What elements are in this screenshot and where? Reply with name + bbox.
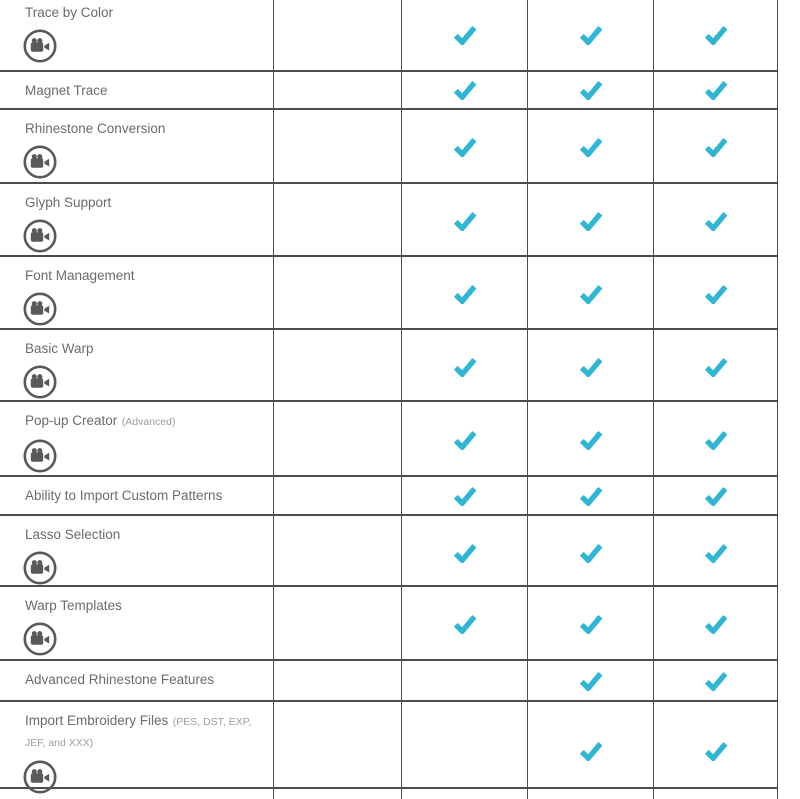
plan-cell-4	[653, 72, 778, 108]
plan-cell-1	[273, 402, 401, 478]
plan-cell-2	[401, 110, 527, 184]
plan-cell-4	[653, 402, 778, 478]
plan-cell-1	[273, 184, 401, 258]
check-icon	[579, 284, 603, 304]
check-icon	[579, 614, 603, 634]
feature-note: (PES, DST, EXP, JEF, and XXX)	[25, 716, 252, 749]
plan-cell-3	[527, 0, 653, 70]
table-row	[0, 330, 778, 402]
plan-cell-4	[653, 110, 778, 184]
plan-cell-3	[527, 789, 653, 794]
table-row	[0, 587, 778, 661]
feature-cell	[0, 0, 273, 70]
feature-label	[25, 486, 269, 505]
feature-label	[25, 596, 269, 615]
check-icon	[704, 80, 728, 100]
plan-cell-1	[273, 110, 401, 184]
table-row	[0, 0, 778, 72]
plan-cell-4	[653, 702, 778, 799]
plan-cell-1	[273, 516, 401, 590]
table-row	[0, 402, 778, 477]
feature-cell	[0, 184, 273, 258]
plan-cell-1	[273, 587, 401, 661]
check-icon	[579, 430, 603, 450]
feature-label	[25, 266, 269, 285]
feature-name: Pop-up Creator	[25, 413, 118, 428]
feature-label	[25, 193, 269, 212]
feature-name: Basic Warp	[25, 341, 94, 356]
video-camera-icon[interactable]	[23, 365, 57, 399]
check-icon	[704, 137, 728, 157]
check-icon	[704, 430, 728, 450]
plan-cell-4	[653, 257, 778, 331]
feature-label	[25, 81, 269, 100]
check-icon	[579, 741, 603, 761]
check-icon	[704, 671, 728, 691]
plan-cell-3	[527, 587, 653, 661]
plan-cell-2	[401, 516, 527, 590]
plan-cell-1	[273, 477, 401, 514]
feature-label	[25, 670, 269, 689]
plan-cell-3	[527, 330, 653, 404]
check-icon	[704, 357, 728, 377]
table-row	[0, 702, 778, 789]
feature-name: Magnet Trace	[25, 83, 108, 98]
plan-cell-2	[401, 72, 527, 108]
plan-cell-1	[273, 257, 401, 331]
table-row	[0, 72, 778, 110]
check-icon	[704, 741, 728, 761]
plan-cell-3	[527, 661, 653, 700]
plan-cell-2	[401, 184, 527, 258]
table-row	[0, 516, 778, 587]
feature-name: Ability to Import Custom Patterns	[25, 488, 223, 503]
check-icon	[579, 80, 603, 100]
check-icon	[453, 543, 477, 563]
plan-cell-4	[653, 661, 778, 700]
plan-cell-3	[527, 257, 653, 331]
plan-cell-4	[653, 0, 778, 70]
plan-cell-2	[401, 402, 527, 478]
feature-cell	[0, 402, 273, 478]
plan-cell-4	[653, 330, 778, 404]
check-icon	[704, 614, 728, 634]
plan-cell-3	[527, 184, 653, 258]
check-icon	[579, 543, 603, 563]
feature-name: Glyph Support	[25, 195, 112, 210]
feature-cell	[0, 330, 273, 404]
plan-cell-3	[527, 402, 653, 478]
check-icon	[704, 211, 728, 231]
plan-cell-1	[273, 789, 401, 794]
check-icon	[579, 357, 603, 377]
plan-cell-3	[527, 110, 653, 184]
plan-cell-3	[527, 72, 653, 108]
plan-cell-3	[527, 477, 653, 514]
table-row	[0, 184, 778, 257]
feature-note: (Advanced)	[121, 416, 176, 428]
check-icon	[579, 671, 603, 691]
check-icon	[453, 211, 477, 231]
plan-cell-1	[273, 702, 401, 799]
feature-cell	[0, 516, 273, 590]
check-icon	[579, 486, 603, 506]
video-camera-icon[interactable]	[23, 219, 57, 253]
table-row	[0, 661, 778, 702]
feature-cell	[0, 477, 273, 514]
plan-cell-1	[273, 661, 401, 700]
feature-label	[25, 711, 269, 753]
video-camera-icon[interactable]	[23, 292, 57, 326]
feature-name: Lasso Selection	[25, 527, 121, 542]
plan-cell-4	[653, 516, 778, 590]
check-icon	[453, 357, 477, 377]
feature-label	[25, 339, 269, 358]
check-icon	[453, 614, 477, 634]
plan-cell-1	[273, 330, 401, 404]
plan-cell-3	[527, 702, 653, 799]
check-icon	[453, 25, 477, 45]
plan-cell-1	[273, 72, 401, 108]
feature-name: Font Management	[25, 268, 135, 283]
feature-label	[25, 525, 269, 544]
check-icon	[579, 211, 603, 231]
feature-name: Advanced Rhinestone Features	[25, 672, 215, 687]
plan-cell-4	[653, 587, 778, 661]
feature-name: Trace by Color	[25, 5, 114, 20]
plan-cell-1	[273, 0, 401, 70]
plan-cell-2	[401, 587, 527, 661]
table-row-partial	[0, 789, 778, 794]
check-icon	[704, 543, 728, 563]
feature-label	[25, 3, 269, 22]
check-icon	[453, 137, 477, 157]
check-icon	[704, 486, 728, 506]
plan-cell-2	[401, 661, 527, 700]
feature-label	[25, 411, 269, 432]
feature-cell	[0, 702, 273, 799]
plan-cell-2	[401, 0, 527, 70]
plan-cell-2	[401, 477, 527, 514]
video-camera-icon[interactable]	[23, 622, 57, 656]
video-camera-icon[interactable]	[23, 145, 57, 179]
check-icon	[453, 284, 477, 304]
feature-cell	[0, 661, 273, 700]
plan-cell-4	[653, 184, 778, 258]
plan-cell-3	[527, 516, 653, 590]
feature-cell	[0, 789, 273, 794]
check-icon	[704, 25, 728, 45]
feature-cell	[0, 110, 273, 184]
table-row	[0, 477, 778, 516]
plan-cell-2	[401, 702, 527, 799]
check-icon	[453, 486, 477, 506]
video-camera-icon[interactable]	[23, 29, 57, 63]
plan-cell-4	[653, 477, 778, 514]
check-icon	[579, 137, 603, 157]
plan-cell-2	[401, 257, 527, 331]
check-icon	[704, 284, 728, 304]
table-row	[0, 110, 778, 184]
check-icon	[453, 80, 477, 100]
check-icon	[453, 430, 477, 450]
plan-cell-4	[653, 789, 778, 794]
feature-name: Warp Templates	[25, 598, 122, 613]
feature-name: Import Embroidery Files	[25, 713, 169, 728]
video-camera-icon[interactable]	[23, 439, 57, 473]
plan-cell-2	[401, 330, 527, 404]
feature-label	[25, 119, 269, 138]
feature-cell	[0, 257, 273, 331]
table-row	[0, 257, 778, 330]
check-icon	[579, 25, 603, 45]
plan-cell-2	[401, 789, 527, 794]
feature-name: Rhinestone Conversion	[25, 121, 166, 136]
feature-cell	[0, 72, 273, 108]
video-camera-icon[interactable]	[23, 551, 57, 585]
feature-cell	[0, 587, 273, 661]
